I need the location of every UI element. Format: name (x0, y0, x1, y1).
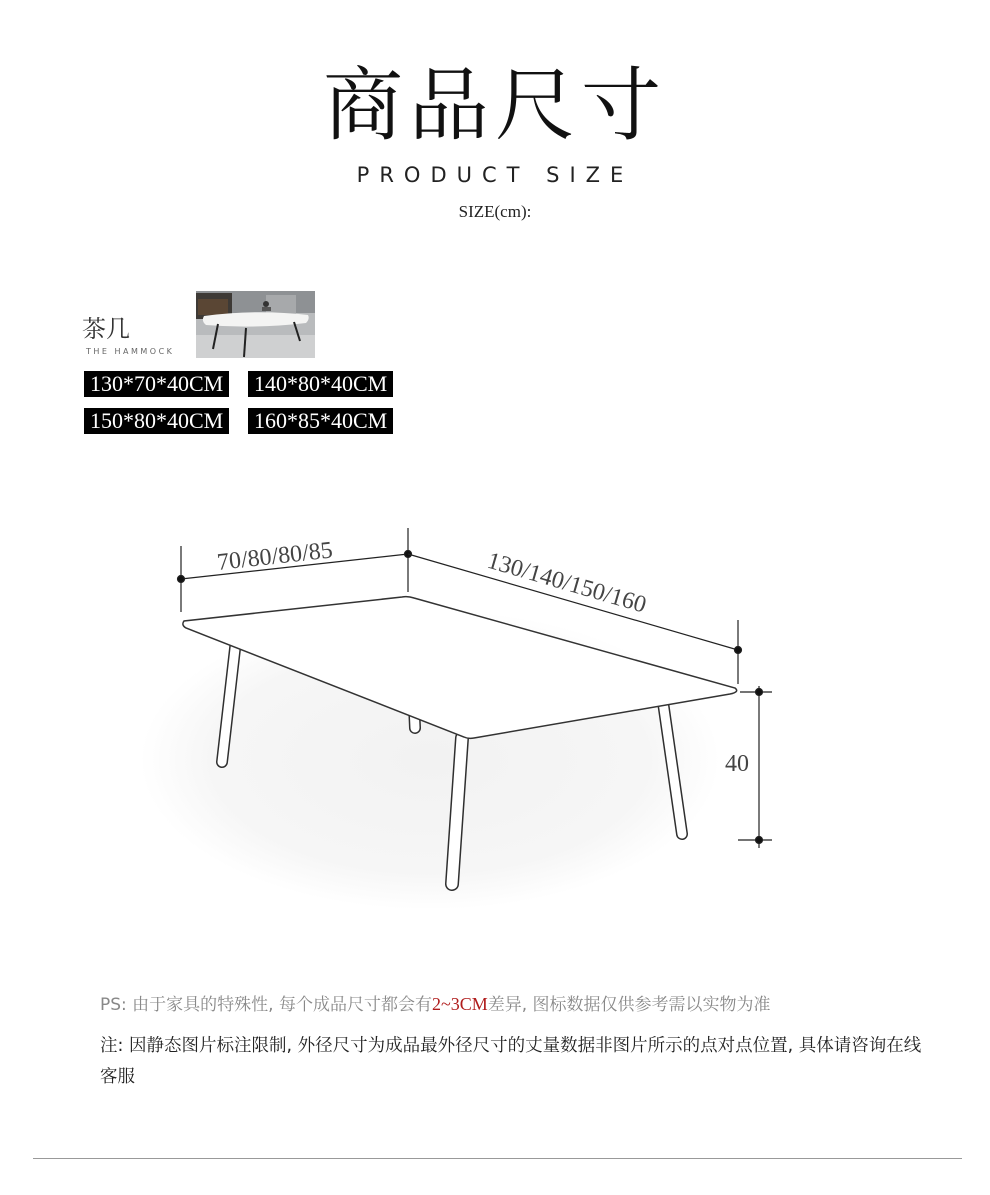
size-option-tag: 160*85*40CM (248, 408, 393, 434)
disclaimer-highlight: 2~3CM (431, 994, 488, 1014)
page-title: 商品尺寸 (323, 59, 667, 152)
footer-divider (33, 1158, 962, 1159)
width-label: 70/80/80/85 (215, 537, 334, 576)
disclaimer-prefix: PS: 由于家具的特殊性, 每个成品尺寸都会有 (100, 995, 432, 1015)
size-option-tag: 130*70*40CM (84, 371, 229, 397)
size-option-tag: 140*80*40CM (248, 371, 393, 397)
size-option-tag: 150*80*40CM (84, 408, 229, 434)
product-thumbnail (196, 291, 315, 358)
disclaimer-line (100, 990, 771, 1015)
height-label: 40 (725, 751, 749, 777)
disclaimer-suffix: 差异, 图标数据仅供参考需以实物为准 (487, 995, 771, 1015)
product-tag: THE HAMMOCK (86, 347, 175, 356)
size-unit-label: SIZE(cm): (458, 202, 532, 221)
product-name: 茶几 (82, 315, 130, 343)
measurement-note: 注: 因静态图片标注限制, 外径尺寸为成品最外径尺寸的丈量数据非图片所示的点对点位置, 具体请咨询在线客服 (100, 1036, 922, 1087)
page-subtitle: PRODUCT SIZE (356, 163, 634, 187)
length-label: 130/140/150/160 (484, 547, 650, 619)
dimension-diagram (0, 480, 990, 940)
